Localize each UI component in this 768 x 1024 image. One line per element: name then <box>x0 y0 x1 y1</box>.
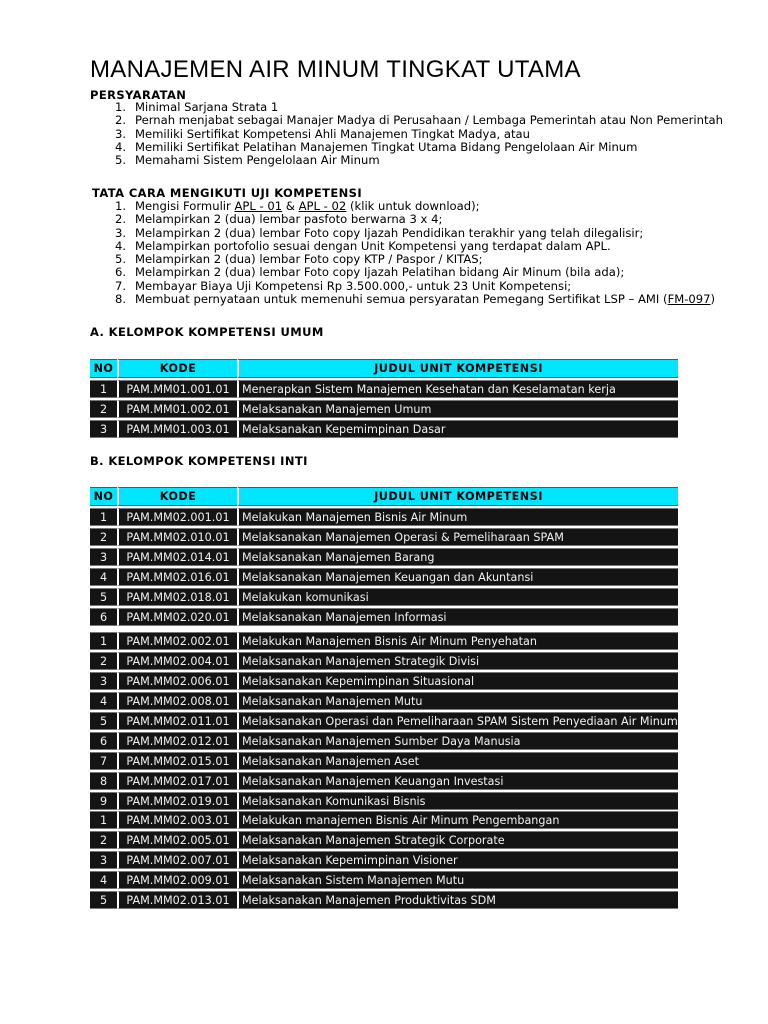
table-row <box>90 568 678 586</box>
cell-no: 5 <box>90 891 117 909</box>
cell-kode: PAM.MM02.019.01 <box>117 792 237 810</box>
cell-kode: PAM.MM02.010.01 <box>117 528 237 546</box>
cell-kode: PAM.MM02.016.01 <box>117 568 237 586</box>
col-header-kode: KODE <box>117 487 237 506</box>
apl-02-link[interactable]: APL - 02 <box>298 199 347 213</box>
table-row <box>90 732 678 750</box>
cell-no: 2 <box>90 528 117 546</box>
cell-judul: Melaksanakan Komunikasi Bisnis <box>237 792 678 810</box>
table-row <box>90 588 678 606</box>
tata-cara-list <box>90 200 715 306</box>
cell-judul: Melakukan komunikasi <box>237 588 678 606</box>
cell-kode: PAM.MM02.014.01 <box>117 548 237 566</box>
cell-judul: Melaksanakan Manajemen Strategik Corporate <box>237 831 678 849</box>
list-item: 5. Melampirkan 2 (dua) lembar Foto copy KTP / Paspor / KITAS; <box>114 252 483 267</box>
cell-no: 1 <box>90 632 117 650</box>
cell-kode: PAM.MM02.020.01 <box>117 608 237 626</box>
cell-no: 3 <box>90 420 117 438</box>
cell-judul: Melakukan Manajemen Bisnis Air Minum <box>237 508 678 526</box>
tata-cara-heading: TATA CARA MENGIKUTI UJI KOMPETENSI <box>92 186 363 200</box>
cell-judul: Melakukan Manajemen Bisnis Air Minum Penyehatan <box>237 632 678 650</box>
persyaratan-heading: PERSYARATAN <box>90 88 187 102</box>
section-b-table-1 <box>90 485 678 628</box>
cell-judul: Melaksanakan Manajemen Umum <box>237 400 678 418</box>
cell-kode: PAM.MM02.008.01 <box>117 692 237 710</box>
table-row <box>90 712 678 730</box>
cell-judul: Melaksanakan Kepemimpinan Dasar <box>237 420 678 438</box>
cell-judul: Melaksanakan Kepemimpinan Situasional <box>237 672 678 690</box>
list-item: 7. Membayar Biaya Uji Kompetensi Rp 3.500.000,- untuk 23 Unit Kompetensi; <box>114 278 572 293</box>
list-item: 4. Melampirkan portofolio sesuai dengan Unit Kompetensi yang terdapat dalam APL. <box>114 238 611 253</box>
cell-kode: PAM.MM02.015.01 <box>117 752 237 770</box>
table-row <box>90 871 678 889</box>
cell-no: 8 <box>90 772 117 790</box>
cell-no: 2 <box>90 400 117 418</box>
list-item: 3. Memiliki Sertifikat Kompetensi Ahli Manajemen Tingkat Madya, atau <box>114 126 530 141</box>
cell-kode: PAM.MM01.003.01 <box>117 420 237 438</box>
cell-judul: Menerapkan Sistem Manajemen Kesehatan dan Keselamatan kerja <box>237 380 678 398</box>
table-row <box>90 811 678 829</box>
list-item: 2. Melampirkan 2 (dua) lembar pasfoto berwarna 3 x 4; <box>114 212 443 227</box>
cell-kode: PAM.MM02.003.01 <box>117 811 237 829</box>
persyaratan-list <box>90 101 723 167</box>
cell-judul: Melaksanakan Manajemen Aset <box>237 752 678 770</box>
cell-no: 1 <box>90 380 117 398</box>
cell-kode: PAM.MM02.012.01 <box>117 732 237 750</box>
list-item: 4. Memiliki Sertifikat Pelatihan Manajemen Tingkat Utama Bidang Pengelolaan Air Minum <box>114 139 638 154</box>
cell-judul: Melaksanakan Manajemen Barang <box>237 548 678 566</box>
table-row <box>90 652 678 670</box>
cell-judul: Melakukan manajemen Bisnis Air Minum Pengembangan <box>237 811 678 829</box>
table-header-row <box>90 359 678 378</box>
cell-no: 4 <box>90 568 117 586</box>
cell-judul: Melaksanakan Manajemen Operasi & Pemeliharaan SPAM <box>237 528 678 546</box>
list-item: 6. Melampirkan 2 (dua) lembar Foto copy Ijazah Pelatihan bidang Air Minum (bila ada); <box>114 265 625 280</box>
cell-judul: Melaksanakan Manajemen Keuangan Investasi <box>237 772 678 790</box>
table-row <box>90 508 678 526</box>
table-row <box>90 548 678 566</box>
cell-judul: Melaksanakan Kepemimpinan Visioner <box>237 851 678 869</box>
table-row <box>90 632 678 650</box>
cell-kode: PAM.MM02.017.01 <box>117 772 237 790</box>
list-item: 5. Memahami Sistem Pengelolaan Air Minum <box>114 153 380 168</box>
cell-no: 2 <box>90 652 117 670</box>
col-header-no: NO <box>90 487 117 506</box>
cell-kode: PAM.MM02.006.01 <box>117 672 237 690</box>
cell-kode: PAM.MM01.002.01 <box>117 400 237 418</box>
cell-no: 1 <box>90 508 117 526</box>
cell-judul: Melaksanakan Operasi dan Pemeliharaan SPAM Sistem Penyediaan Air Minum <box>237 712 678 730</box>
section-a-heading: A. KELOMPOK KOMPETENSI UMUM <box>90 325 324 339</box>
table-row <box>90 672 678 690</box>
cell-kode: PAM.MM02.009.01 <box>117 871 237 889</box>
cell-no: 6 <box>90 732 117 750</box>
cell-judul: Melaksanakan Manajemen Sumber Daya Manusia <box>237 732 678 750</box>
fm-097-link[interactable]: FM-097 <box>667 292 711 307</box>
list-item: 8. Membuat pernyataan untuk memenuhi semua persyaratan Pemegang Sertifikat LSP – AMI (FM-097) <box>114 292 716 307</box>
table-row <box>90 400 678 418</box>
table-row <box>90 772 678 790</box>
cell-kode: PAM.MM02.004.01 <box>117 652 237 670</box>
section-b-table-2 <box>90 630 678 812</box>
cell-no: 4 <box>90 871 117 889</box>
cell-no: 3 <box>90 672 117 690</box>
list-item: 1. Minimal Sarjana Strata 1 <box>114 100 279 114</box>
table-row <box>90 608 678 626</box>
cell-kode: PAM.MM02.018.01 <box>117 588 237 606</box>
cell-no: 3 <box>90 548 117 566</box>
col-header-kode: KODE <box>117 359 237 378</box>
col-header-judul: JUDUL UNIT KOMPETENSI <box>237 487 678 506</box>
cell-judul: Melaksanakan Manajemen Produktivitas SDM <box>237 891 678 909</box>
section-b-heading: B. KELOMPOK KOMPETENSI INTI <box>90 454 308 468</box>
cell-judul: Melaksanakan Manajemen Mutu <box>237 692 678 710</box>
cell-kode: PAM.MM02.007.01 <box>117 851 237 869</box>
list-item: 3. Melampirkan 2 (dua) lembar Foto copy Ijazah Pendidikan terakhir yang telah dilegalisir; <box>114 225 644 240</box>
table-header-row <box>90 487 678 506</box>
apl-01-link[interactable]: APL - 01 <box>234 199 283 213</box>
table-row <box>90 528 678 546</box>
cell-no: 2 <box>90 831 117 849</box>
table-row <box>90 752 678 770</box>
table-row <box>90 380 678 398</box>
col-header-judul: JUDUL UNIT KOMPETENSI <box>237 359 678 378</box>
cell-kode: PAM.MM02.002.01 <box>117 632 237 650</box>
cell-judul: Melaksanakan Manajemen Informasi <box>237 608 678 626</box>
cell-no: 4 <box>90 692 117 710</box>
cell-kode: PAM.MM02.013.01 <box>117 891 237 909</box>
list-item: 1. Mengisi Formulir APL - 01 & APL - 02 (klik untuk download); <box>114 199 480 213</box>
table-row <box>90 851 678 869</box>
table-row <box>90 831 678 849</box>
table-row <box>90 692 678 710</box>
cell-kode: PAM.MM02.011.01 <box>117 712 237 730</box>
list-item: 2. Pernah menjabat sebagai Manajer Madya di Perusahaan / Lembaga Pemerintah atau Non Pemerintah <box>114 113 723 128</box>
table-row <box>90 420 678 438</box>
cell-no: 3 <box>90 851 117 869</box>
cell-no: 5 <box>90 588 117 606</box>
cell-no: 9 <box>90 792 117 810</box>
col-header-no: NO <box>90 359 117 378</box>
cell-no: 7 <box>90 752 117 770</box>
cell-judul: Melaksanakan Manajemen Strategik Divisi <box>237 652 678 670</box>
cell-judul: Melaksanakan Manajemen Keuangan dan Akuntansi <box>237 568 678 586</box>
section-a-table <box>90 357 678 440</box>
cell-kode: PAM.MM01.001.01 <box>117 380 237 398</box>
table-row <box>90 792 678 810</box>
cell-judul: Melaksanakan Sistem Manajemen Mutu <box>237 871 678 889</box>
cell-no: 5 <box>90 712 117 730</box>
cell-no: 6 <box>90 608 117 626</box>
section-b-table-3 <box>90 809 678 911</box>
table-row <box>90 891 678 909</box>
cell-kode: PAM.MM02.001.01 <box>117 508 237 526</box>
cell-no: 1 <box>90 811 117 829</box>
cell-kode: PAM.MM02.005.01 <box>117 831 237 849</box>
page-title: MANAJEMEN AIR MINUM TINGKAT UTAMA <box>90 56 581 83</box>
